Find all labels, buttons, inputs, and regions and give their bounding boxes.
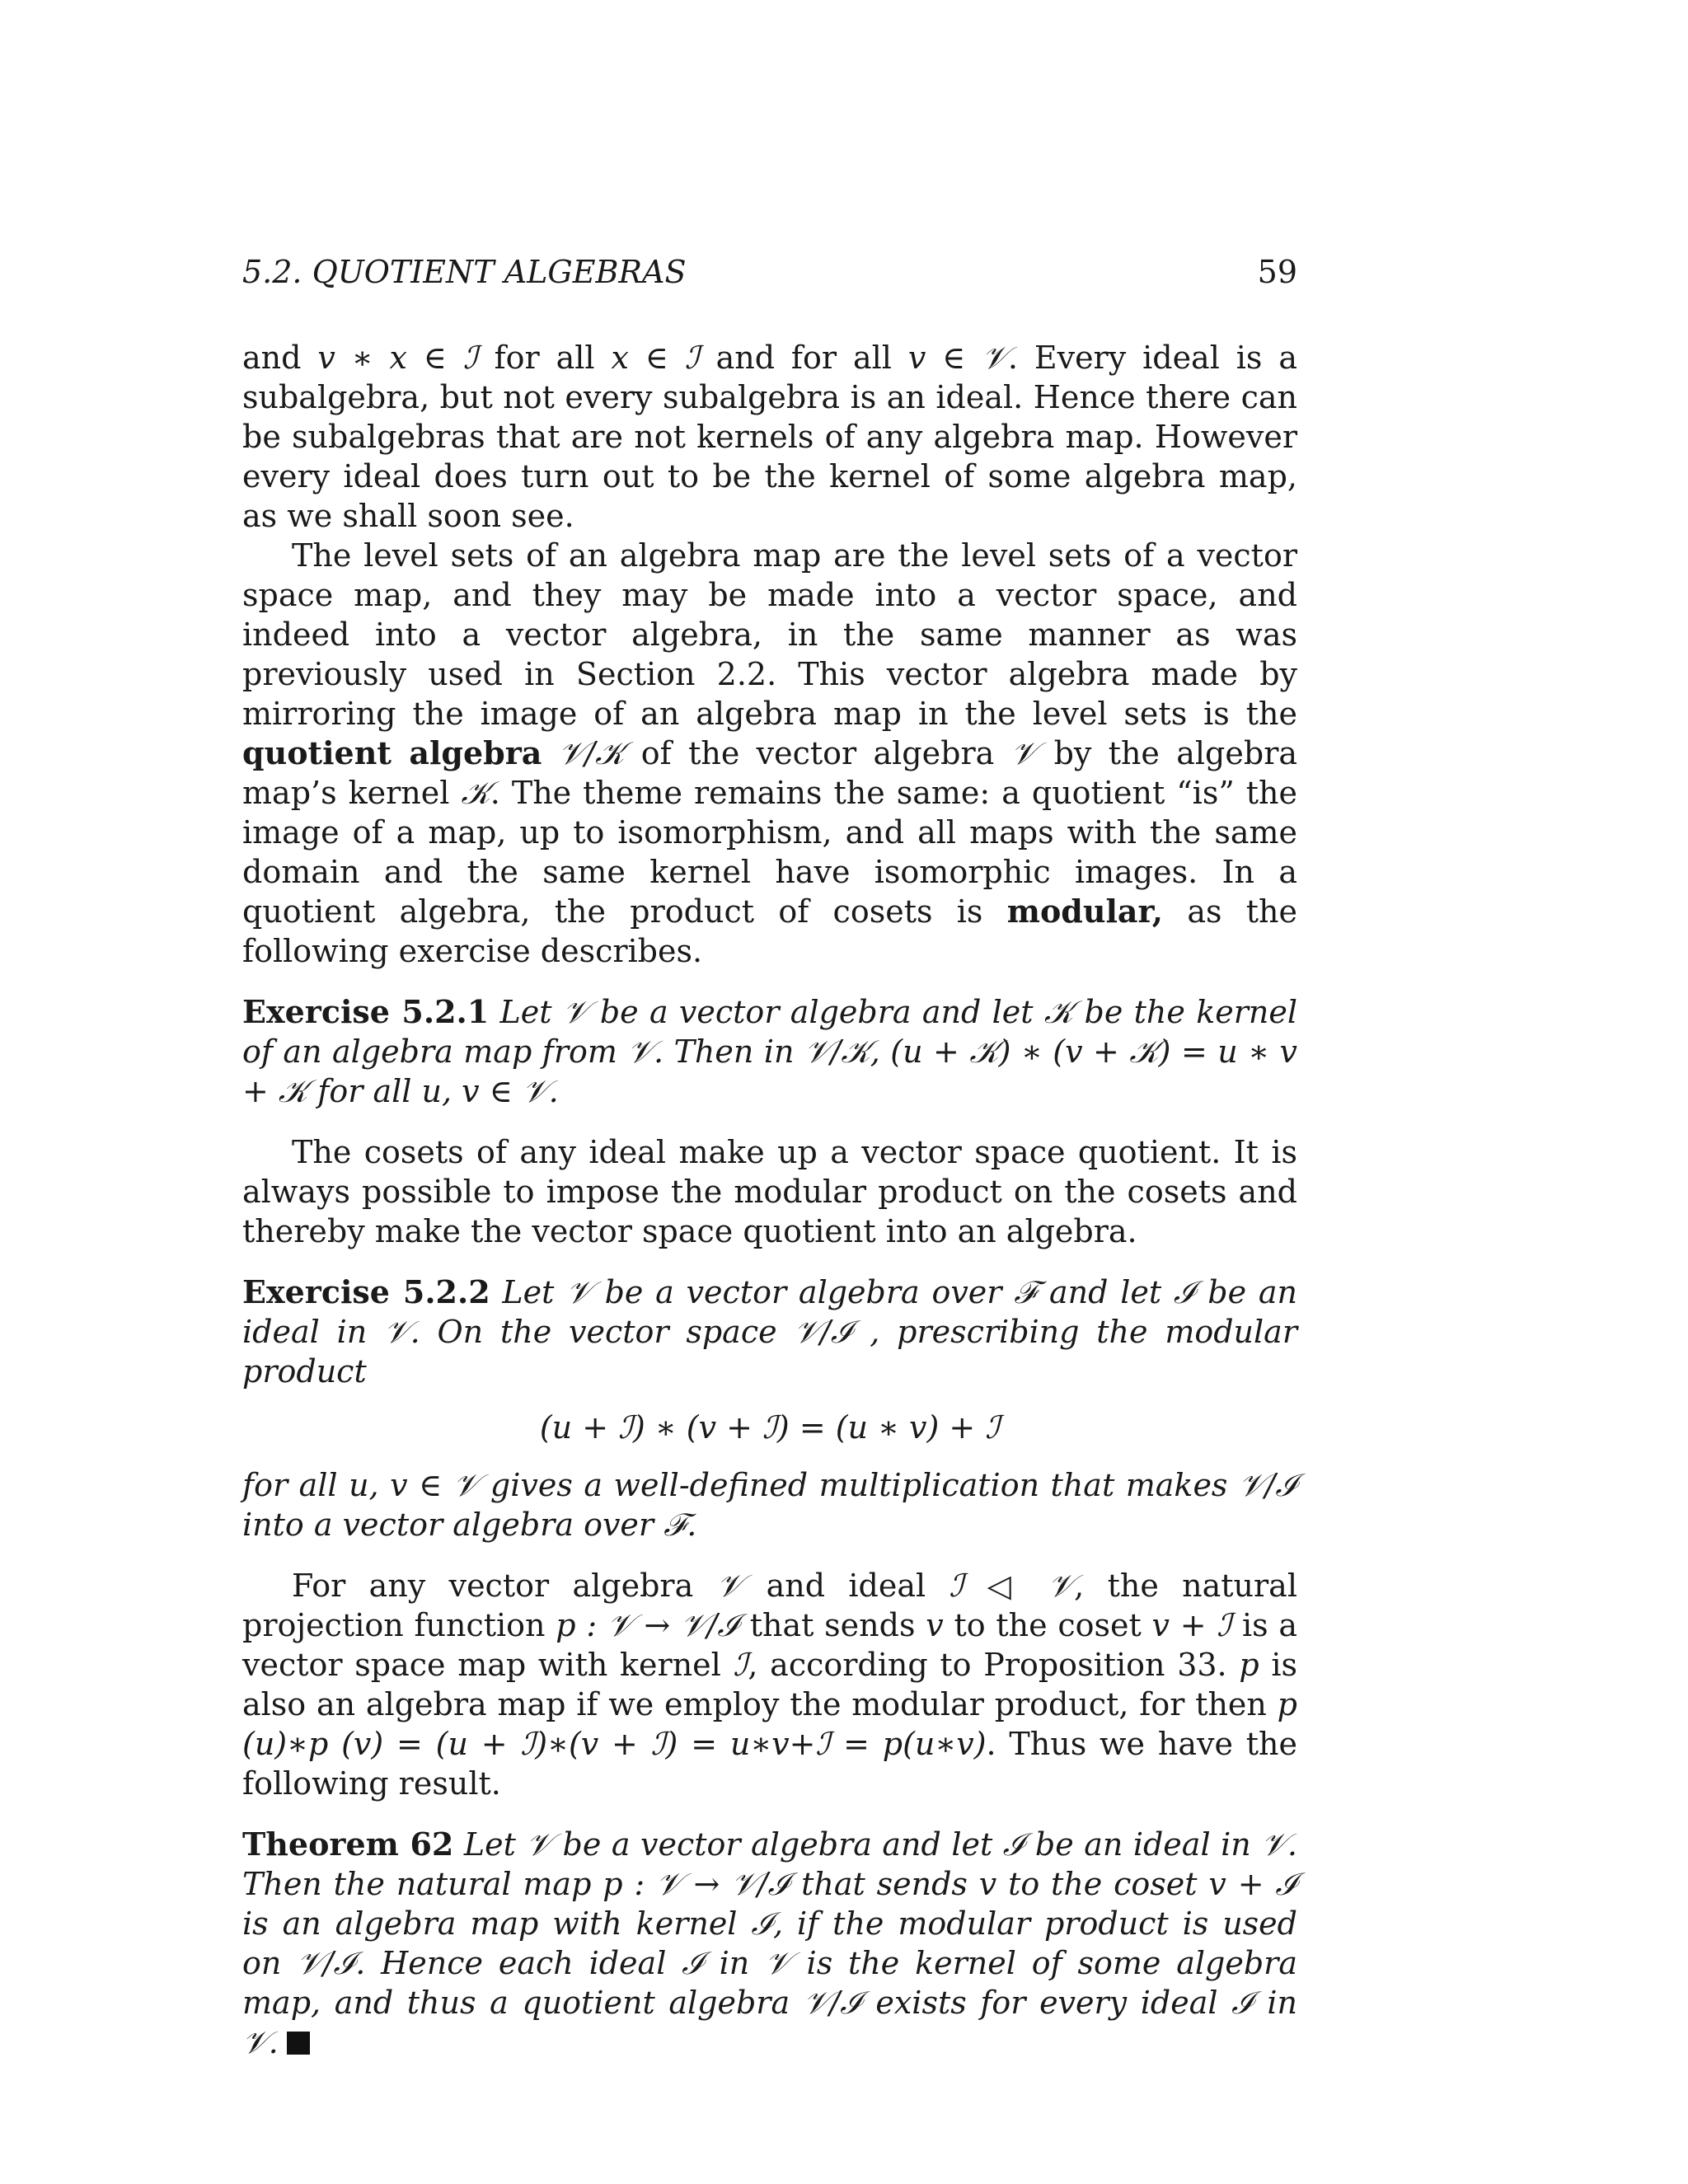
math: ℐ ◁ 𝒱 <box>949 1568 1075 1604</box>
exercise-5-2-1 <box>242 992 1297 1111</box>
running-title: 5.2. QUOTIENT ALGEBRAS <box>242 254 687 290</box>
math: p (u)∗p (v) = (u + ℐ)∗(v + ℐ) = u∗v+ℐ = p(u∗v) <box>242 1686 1297 1762</box>
text: is a vector space map with kernel <box>242 1607 1298 1683</box>
text: , according to Proposition 33. <box>748 1647 1240 1683</box>
term-modular: modular, <box>1006 893 1164 930</box>
text: as the following exercise describes. <box>242 893 1298 969</box>
text: . Thus we have the following result. <box>242 1726 1297 1802</box>
exercise-body-continued: for all u, v ∈ 𝒱 gives a well-defined multiplication that makes 𝒱/ℐ into a vector algebra over ℱ. <box>242 1467 1297 1543</box>
text: and for all <box>699 340 908 376</box>
exercise-body: Let 𝒱 be a vector algebra over ℱ and let ℐ be an ideal in 𝒱. On the vector space 𝒱/ℐ , prescribing the modular product <box>242 1274 1297 1390</box>
text: The level sets of an algebra map are the level sets of a vector space map, and they may be made into a vector space, and indeed into a vector algebra, in the same manner as was previously used in Section 2.2. This vector algebra made by mirroring the image of an algebra map in the level sets is the <box>242 537 1297 732</box>
exercise-label: Exercise 5.2.2 <box>242 1273 490 1310</box>
exercise-5-2-2 <box>242 1272 1297 1544</box>
text: to the coset <box>943 1607 1152 1643</box>
term-quotient-algebra: quotient algebra <box>242 734 542 771</box>
math: v ∗ x ∈ ℐ <box>317 340 478 376</box>
text: and <box>242 340 318 376</box>
text: The cosets of any ideal make up a vector space quotient. It is always possible to impose the modular product on the cosets and thereby make the vector space quotient into an algebra. <box>242 1134 1297 1249</box>
qed-square-icon <box>287 2032 310 2055</box>
page-body <box>242 338 1297 2083</box>
paragraph-4 <box>242 1566 1297 1803</box>
theorem-label: Theorem 62 <box>242 1825 454 1863</box>
math: ℐ <box>733 1647 748 1683</box>
math: 𝒱 <box>1010 735 1038 771</box>
text: by the algebra map’s kernel <box>242 735 1298 811</box>
theorem-62 <box>242 1825 1297 2062</box>
text: is also an algebra map if we employ the modular product, for then <box>242 1647 1298 1722</box>
math: 𝒦 <box>461 775 490 811</box>
page-header <box>242 249 1297 298</box>
paragraph-3 <box>242 1132 1297 1251</box>
text: , the natural projection function <box>242 1568 1297 1643</box>
text: and ideal <box>743 1568 950 1604</box>
math: v <box>926 1607 944 1643</box>
math: 𝒱 <box>716 1568 743 1604</box>
exercise-label: Exercise 5.2.1 <box>242 993 490 1030</box>
exercise-body: Let 𝒱 be a vector algebra and let 𝒦 be the kernel of an algebra map from 𝒱. Then in 𝒱/𝒦, (u + 𝒦) ∗ (v + 𝒦) = u ∗ v + 𝒦 for all u, v ∈ 𝒱. <box>242 994 1297 1109</box>
paragraph-2 <box>242 536 1297 971</box>
theorem-body: Let 𝒱 be a vector algebra and let ℐ be an ideal in 𝒱. Then the natural map p : 𝒱 → 𝒱/ℐ that sends v to the coset v + ℐ is an algebra map with kernel ℐ, if the modular product is used on 𝒱/ℐ. Hence each ideal ℐ in 𝒱 is the kernel of some algebra map, and thus a quotient algebra 𝒱/ℐ exists for every ideal ℐ in 𝒱. <box>242 1826 1297 2060</box>
math: p : 𝒱 → 𝒱/ℐ <box>556 1607 739 1643</box>
text: . Every ideal is a subalgebra, but not every subalgebra is an ideal. Hence there can be subalgebras that are not kernels of any algebra map. However every ideal does turn out to be the kernel of some algebra map, as we shall soon see. <box>242 340 1297 534</box>
display-equation: (u + ℐ) ∗ (v + ℐ) = (u ∗ v) + ℐ <box>539 1409 1001 1446</box>
math: v ∈ 𝒱 <box>907 340 1008 376</box>
text: . The theme remains the same: a quotient “is” the image of a map, up to isomorphism, and all maps with the same domain and the same kernel have isomorphic images. In a quotient algebra, the product of cosets is <box>242 775 1298 930</box>
math: v + ℐ <box>1151 1607 1232 1643</box>
text: for all <box>477 340 612 376</box>
math: p <box>1239 1647 1259 1683</box>
page-number: 59 <box>1257 254 1297 290</box>
text: of the vector algebra <box>624 735 1011 771</box>
text: For any vector algebra <box>292 1568 717 1604</box>
math: 𝒱/𝒦 <box>542 735 625 771</box>
text: that sends <box>738 1607 926 1643</box>
paragraph-1 <box>242 338 1297 536</box>
math: x ∈ ℐ <box>611 340 700 376</box>
